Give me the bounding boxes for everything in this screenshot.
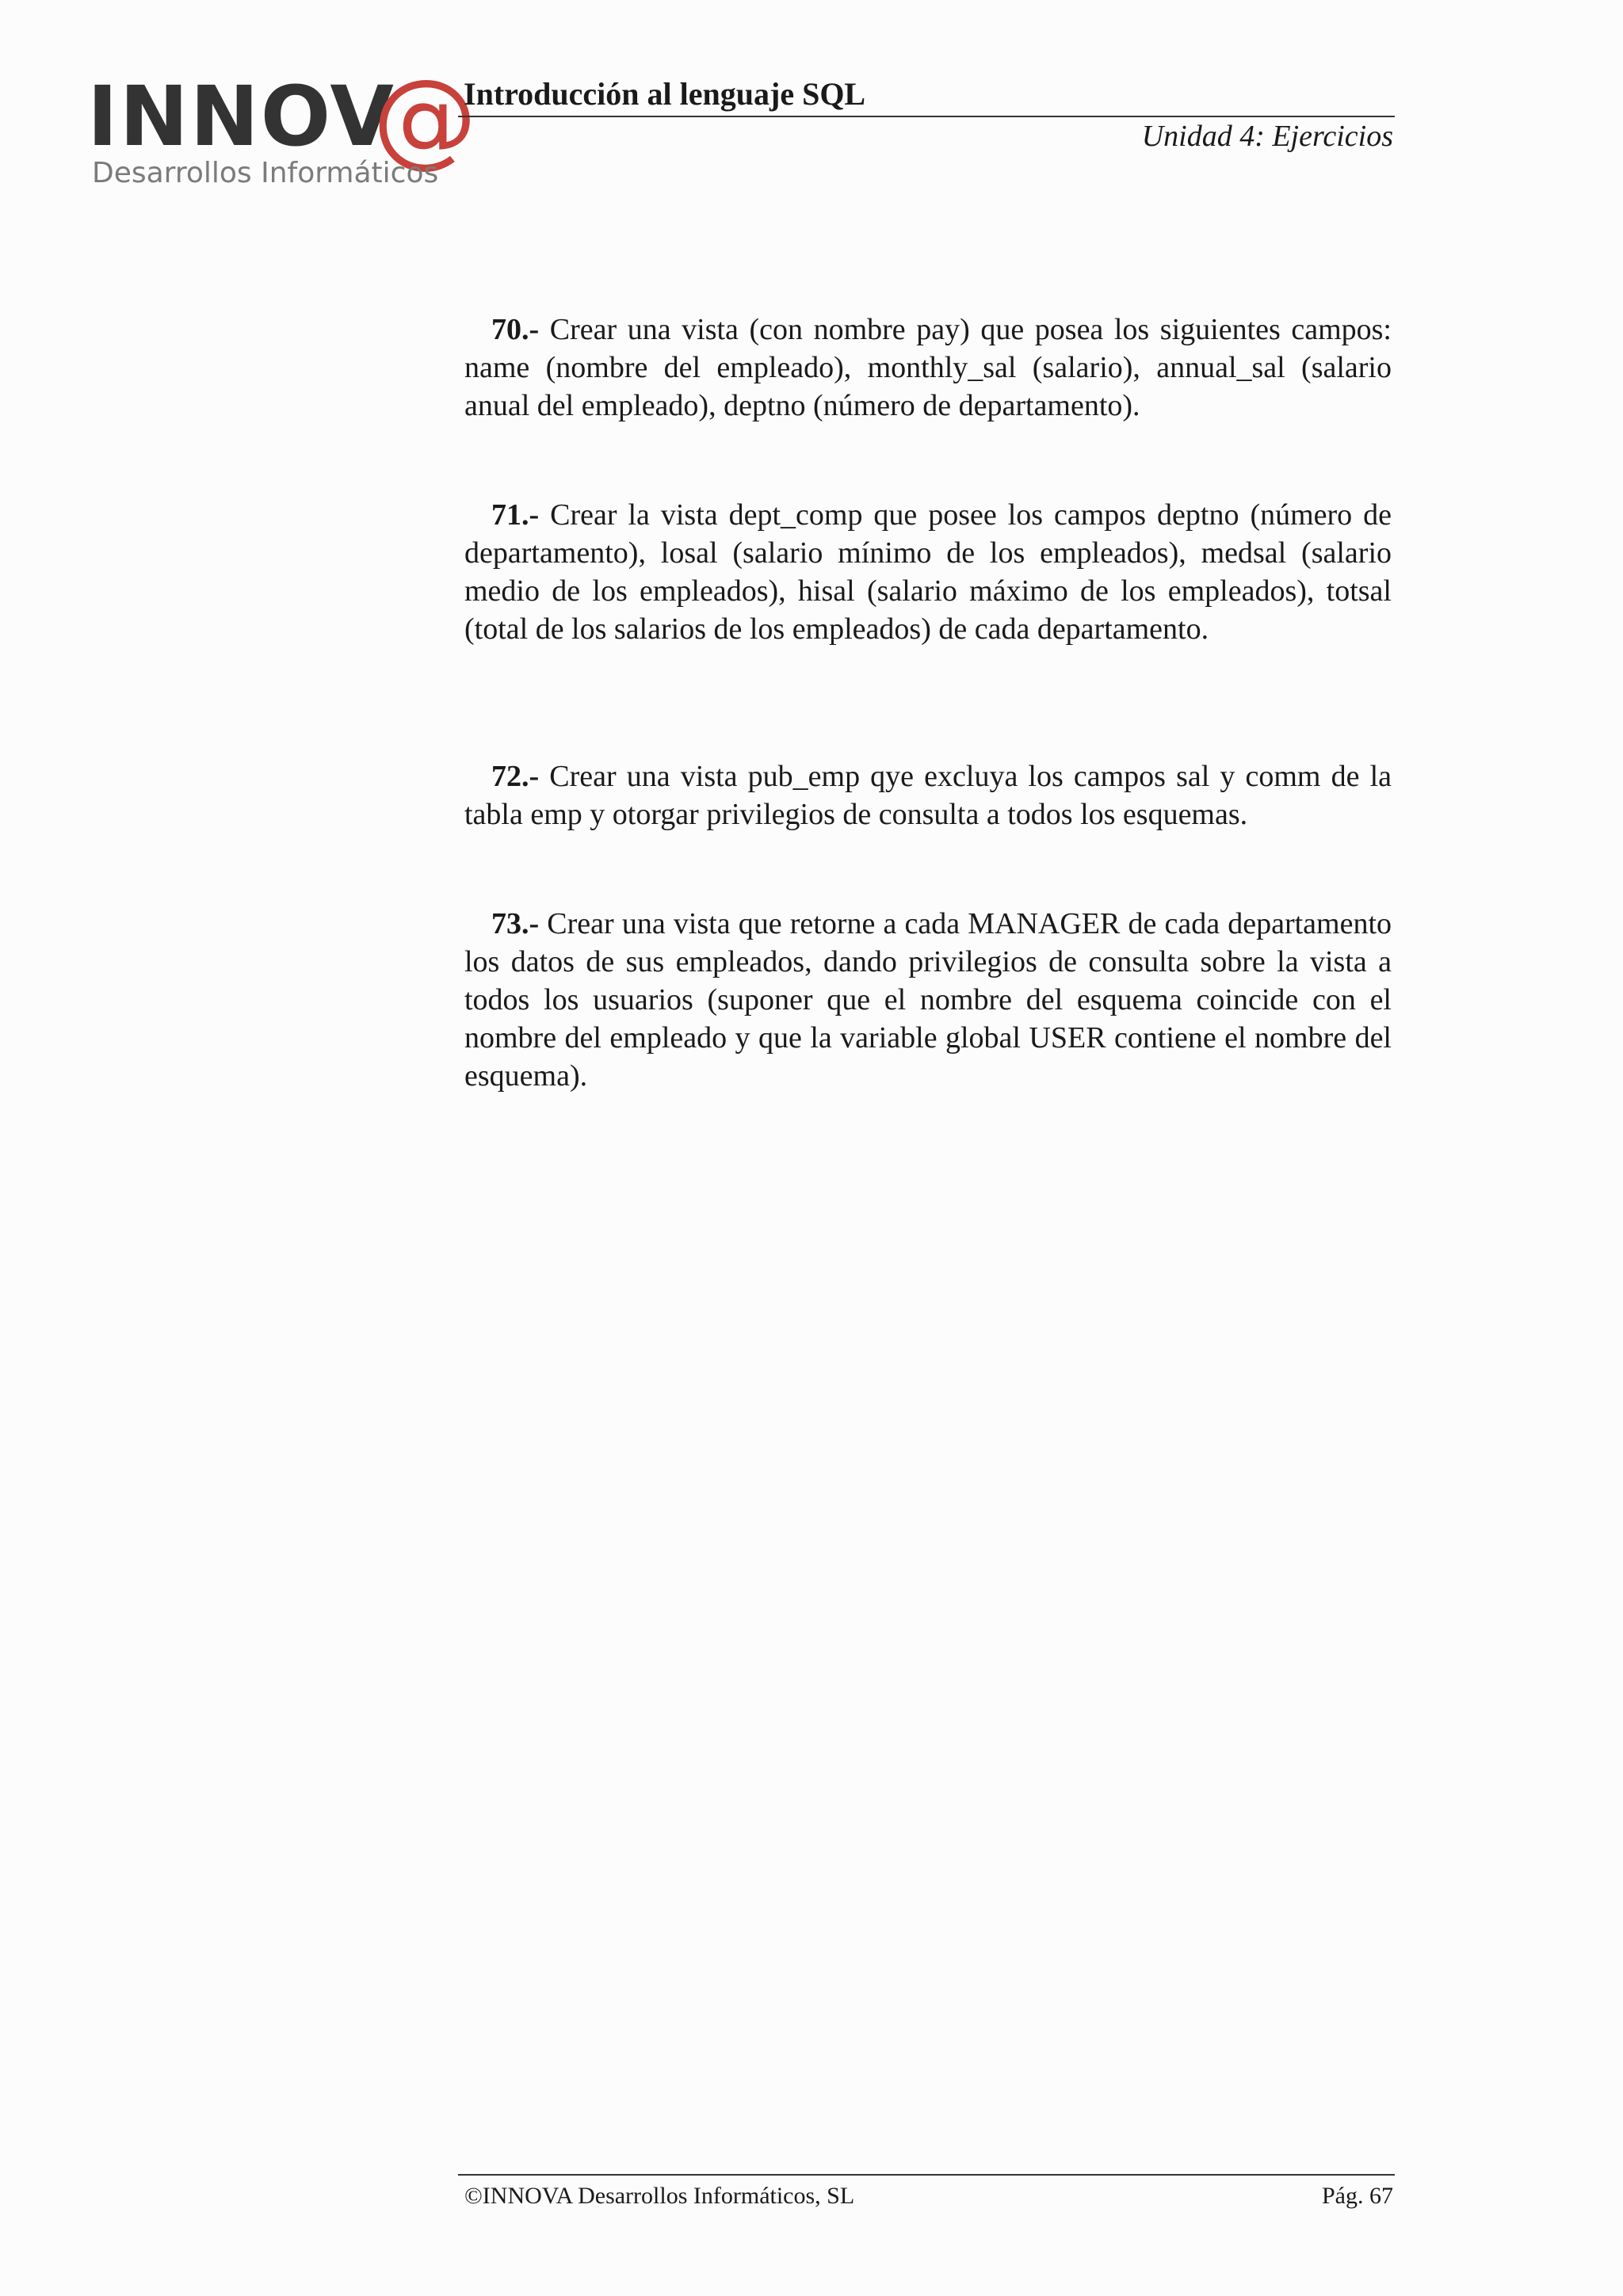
exercise-text: Crear una vista que retorne a cada MANAGER de cada departamento los datos de sus empleados, dando privilegios de consulta sobre la vista a todos los usuarios (suponer que el nombre del esquema coincide con el nombre del empleado y que la variable global USER contiene el nombre del esquema). <box>464 907 1392 1093</box>
exercise-number: 70.- <box>491 313 540 346</box>
exercise-paragraph <box>464 496 1392 648</box>
logo-at-symbol: @ <box>372 57 477 179</box>
exercise-number: 73.- <box>491 907 540 940</box>
page-number: Pág. 67 <box>1322 2183 1393 2209</box>
exercise-text: Crear la vista dept_comp que posee los campos deptno (número de departamento), losal (salario mínimo de los empleados), medsal (salario medio de los empleados), hisal (salario máximo de los empleados), totsal (total de los salarios de los empleados) de cada departamento. <box>464 498 1392 646</box>
document-title: Introducción al lenguaje SQL <box>464 76 866 112</box>
exercise-number: 71.- <box>491 498 540 532</box>
exercise-text: Crear una vista (con nombre pay) que posea los siguientes campos: name (nombre del empleado), monthly_sal (salario), annual_sal (salario anual del empleado), deptno (número de departamento). <box>464 313 1392 422</box>
logo-wordmark: INNOV <box>87 68 395 165</box>
exercise-text: Crear una vista pub_emp qye excluya los campos sal y comm de la tabla emp y otorgar privilegios de consulta a todos los esquemas. <box>464 760 1392 831</box>
company-logo <box>87 57 477 194</box>
logo-tagline: Desarrollos Informáticos <box>92 157 439 189</box>
footer-copyright: ©INNOVA Desarrollos Informáticos, SL <box>464 2183 855 2209</box>
footer-divider <box>458 2174 1395 2176</box>
exercise-paragraph <box>464 311 1392 425</box>
exercise-paragraph <box>464 757 1392 833</box>
section-subtitle: Unidad 4: Ejercicios <box>1141 120 1393 153</box>
exercise-paragraph <box>464 905 1392 1095</box>
exercise-number: 72.- <box>491 760 540 793</box>
